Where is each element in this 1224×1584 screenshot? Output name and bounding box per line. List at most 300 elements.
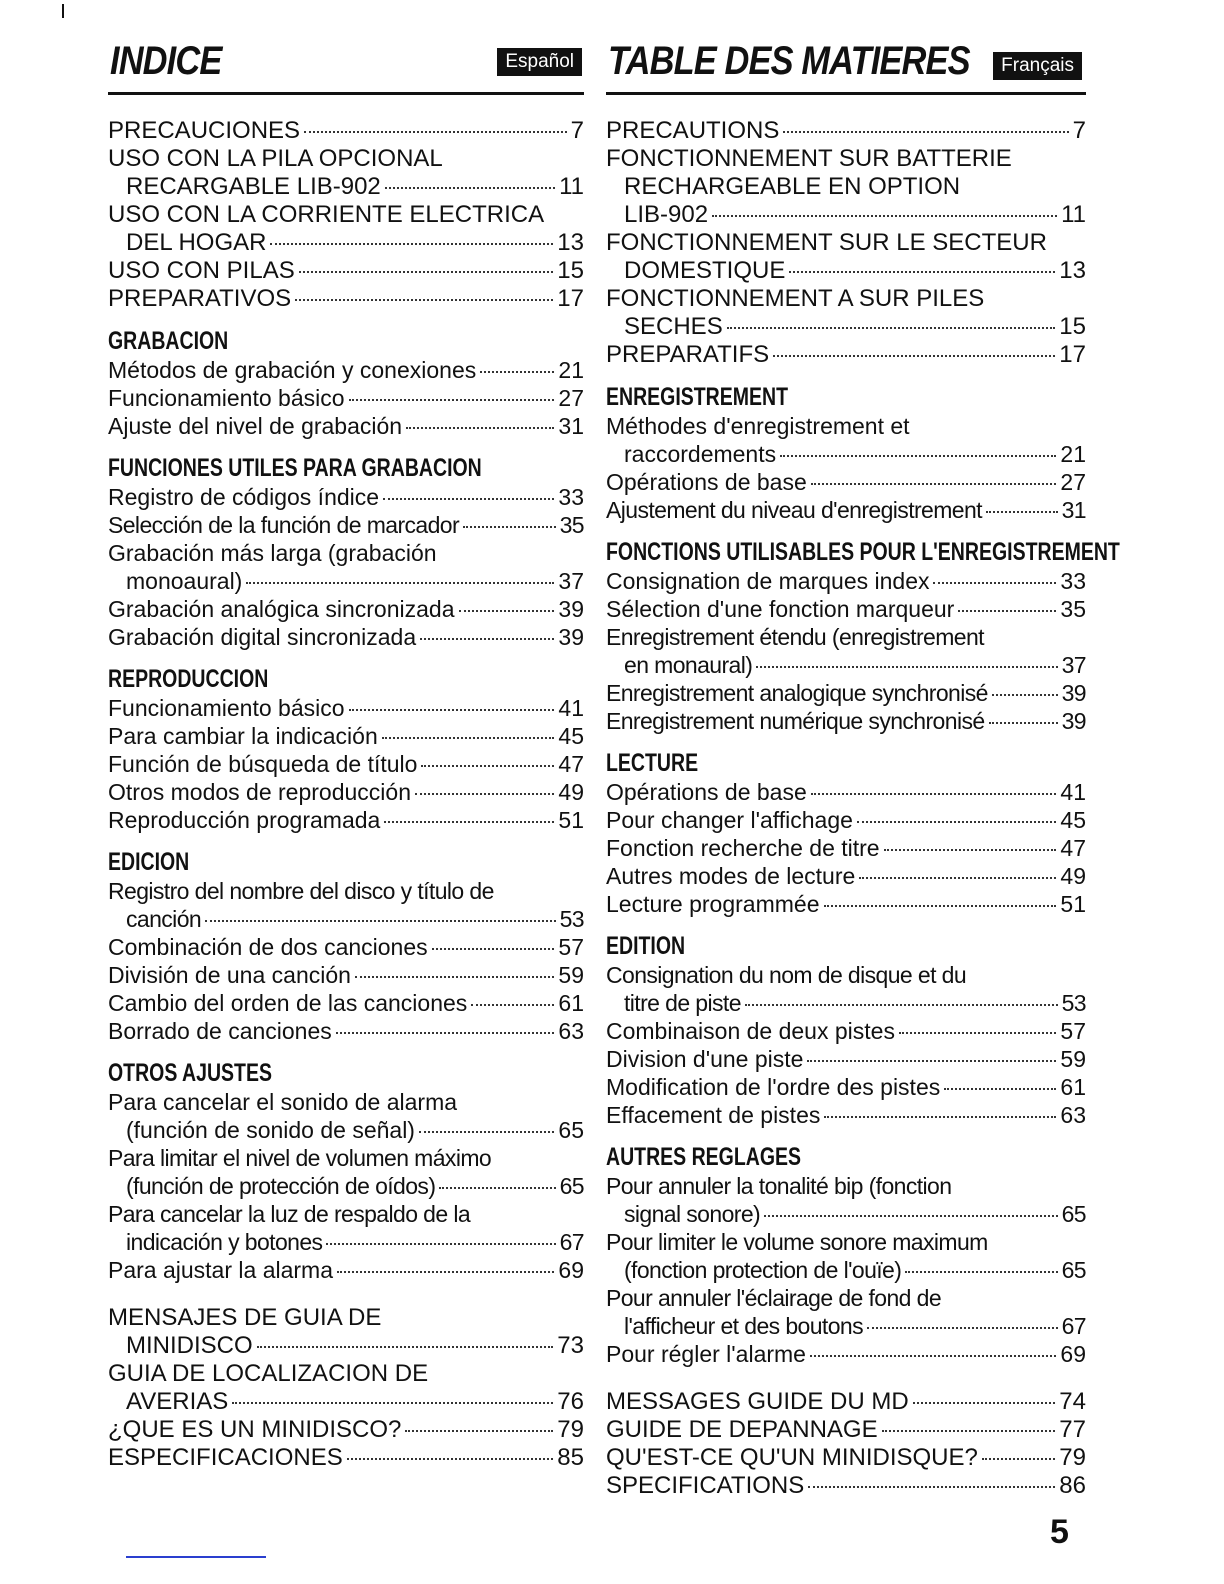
toc-entry	[108, 1144, 584, 1200]
entry-text-line: Para cancelar el sonido de alarma	[108, 1089, 458, 1115]
entry-leader-row	[606, 1045, 1086, 1073]
entry-leader-row	[108, 1416, 584, 1444]
toc-entry	[606, 623, 1086, 679]
page-reference: 51	[1060, 891, 1086, 917]
entry-text-line: MENSAJES DE GUIA DE	[108, 1304, 382, 1331]
entry-text-line: Función de búsqueda de título	[108, 751, 418, 777]
toc-entry	[606, 1017, 1086, 1045]
dot-leader	[257, 1346, 554, 1348]
entry-text-line: DEL HOGAR	[126, 229, 267, 256]
entry-leader-row	[606, 1472, 1086, 1500]
entry-text-line: (fonction protection de l'ouïe)	[624, 1257, 902, 1283]
entry-text-line: (función de protección de oídos)	[126, 1173, 436, 1199]
dot-leader	[789, 271, 1055, 273]
dot-leader	[905, 1271, 1057, 1273]
dot-leader	[432, 948, 555, 950]
page-reference: 39	[1061, 708, 1086, 734]
toc-entry	[108, 989, 584, 1017]
dot-leader	[884, 849, 1057, 851]
entry-text-line: Para cancelar la luz de respaldo de la	[108, 1201, 471, 1227]
entry-text-line: Lecture programmée	[606, 891, 820, 917]
page-reference: 37	[558, 568, 584, 594]
entry-leader-row	[108, 229, 584, 257]
entry-text-line: Selección de la función de marcador	[108, 512, 460, 538]
toc-entry	[606, 1045, 1086, 1073]
dot-leader	[992, 694, 1058, 696]
entry-text-line: raccordements	[624, 441, 777, 467]
toc-entry	[108, 1017, 584, 1045]
entry-leader-row	[606, 989, 1086, 1017]
entry-text-line: Borrado de canciones	[108, 1018, 332, 1044]
toc-section	[108, 1304, 584, 1472]
entry-text-line: Reproducción programada	[108, 807, 381, 833]
toc-entry	[606, 1073, 1086, 1101]
entry-leader-row	[108, 483, 584, 511]
entry-text-line: Para cambiar la indicación	[108, 723, 378, 749]
dot-leader	[989, 722, 1058, 724]
entry-text-line: Pour annuler la tonalité bip (fonction	[606, 1173, 952, 1199]
entry-text-line: Opérations de base	[606, 469, 807, 495]
entry-leader-row	[606, 1073, 1086, 1101]
entry-text-line: RECARGABLE LIB-902	[126, 173, 381, 200]
entry-text-line: MINIDISCO	[126, 1332, 253, 1359]
toc-section	[108, 1059, 584, 1284]
entry-text-line: MESSAGES GUIDE DU MD	[606, 1388, 909, 1415]
toc-entry	[606, 862, 1086, 890]
entry-leader-row	[606, 313, 1086, 341]
dot-leader	[899, 1032, 1056, 1034]
page-reference: 31	[558, 413, 584, 439]
dot-leader	[385, 187, 555, 189]
entry-text-line: Consignation de marques index	[606, 568, 930, 594]
page-reference: 59	[1060, 1046, 1086, 1072]
entry-text-line: QU'EST-CE QU'UN MINIDISQUE?	[606, 1444, 978, 1471]
entry-text-line: Combinación de dos canciones	[108, 934, 428, 960]
entry-leader-row	[606, 778, 1086, 806]
entry-text-line: Otros modos de reproducción	[108, 779, 411, 805]
entry-text-line: SPECIFICATIONS	[606, 1472, 805, 1499]
dot-leader	[824, 905, 1057, 907]
dot-leader	[811, 483, 1057, 485]
entry-leader-row	[108, 384, 584, 412]
entry-leader-row	[606, 595, 1086, 623]
page-reference: 65	[559, 1173, 584, 1199]
dot-leader	[712, 215, 1057, 217]
dot-leader	[382, 737, 555, 739]
dot-leader	[727, 327, 1056, 329]
entry-text-line: Combinaison de deux pistes	[606, 1018, 895, 1044]
entry-text-line: canción	[126, 906, 202, 932]
entry-leader-row	[606, 862, 1086, 890]
entry-text-line: Funcionamiento básico	[108, 695, 345, 721]
entry-text-line: AVERIAS	[126, 1388, 229, 1415]
entry-leader-row	[108, 567, 584, 595]
footer-rule	[126, 1556, 266, 1558]
toc-section	[108, 327, 584, 440]
toc-entry	[108, 356, 584, 384]
page-reference: 51	[558, 807, 584, 833]
toc-entry	[108, 1416, 584, 1444]
page-reference: 85	[557, 1444, 584, 1471]
entry-text-line: USO CON PILAS	[108, 257, 295, 284]
page-reference: 53	[1061, 990, 1086, 1016]
entry-text-line: Grabación más larga (grabación	[108, 540, 437, 566]
page-reference: 39	[1061, 680, 1086, 706]
page-reference: 59	[558, 962, 584, 988]
entry-text-line: Enregistrement numérique synchronisé	[606, 708, 985, 734]
section-title: FUNCIONES UTILES PARA GRABACION	[108, 454, 482, 482]
entry-leader-row	[606, 806, 1086, 834]
page-reference: 49	[1060, 863, 1086, 889]
dot-leader	[304, 131, 567, 133]
section-title: AUTRES REGLAGES	[606, 1143, 802, 1171]
entry-leader-row	[606, 651, 1086, 679]
toc-entry	[606, 1284, 1086, 1340]
entry-leader-row	[606, 1017, 1086, 1045]
toc-entry	[108, 1088, 584, 1144]
entry-leader-row	[108, 778, 584, 806]
page-reference: 67	[559, 1229, 584, 1255]
page-reference: 11	[559, 173, 584, 200]
section-title: LECTURE	[606, 749, 699, 777]
section-title: REPRODUCCION	[108, 665, 269, 693]
entry-leader-row	[606, 440, 1086, 468]
entry-text-line: FONCTIONNEMENT SUR BATTERIE	[606, 145, 1012, 172]
page-reference: 86	[1059, 1472, 1086, 1499]
spanish-index-column	[108, 36, 584, 1472]
dot-leader	[459, 610, 555, 612]
entry-leader-row	[606, 341, 1086, 369]
entry-leader-row	[606, 679, 1086, 707]
dot-leader	[808, 1486, 1055, 1488]
toc-entry	[108, 539, 584, 595]
page-reference: 79	[557, 1416, 584, 1443]
toc-entry	[606, 341, 1086, 369]
entry-text-line: signal sonore)	[624, 1201, 761, 1227]
dot-leader	[882, 1430, 1056, 1432]
entry-leader-row	[606, 1200, 1086, 1228]
entry-leader-row	[606, 890, 1086, 918]
page-reference: 33	[1060, 568, 1086, 594]
page-reference: 77	[1059, 1416, 1086, 1443]
dot-leader	[480, 371, 554, 373]
dot-leader	[780, 455, 1056, 457]
page-reference: 15	[1059, 313, 1086, 340]
toc-entry	[108, 877, 584, 933]
french-header	[606, 36, 1086, 95]
entry-text-line: (función de sonido de señal)	[126, 1117, 415, 1143]
dot-leader	[232, 1402, 553, 1404]
entry-leader-row	[606, 1101, 1086, 1129]
toc-section	[606, 117, 1086, 369]
entry-text-line: Division d'une piste	[606, 1046, 804, 1072]
page-reference: 73	[557, 1332, 584, 1359]
entry-text-line: RECHARGEABLE EN OPTION	[624, 173, 961, 200]
entry-leader-row	[606, 257, 1086, 285]
french-index-column	[606, 36, 1120, 1500]
entry-leader-row	[108, 595, 584, 623]
entry-leader-row	[108, 623, 584, 651]
entry-leader-row	[108, 905, 584, 933]
entry-leader-row	[108, 806, 584, 834]
toc-entry	[606, 595, 1086, 623]
dot-leader	[471, 1004, 554, 1006]
entry-text-line: Sélection d'une fonction marqueur	[606, 596, 955, 622]
page-reference: 21	[558, 357, 584, 383]
page-reference: 57	[558, 934, 584, 960]
entry-text-line: Ajustement du niveau d'enregistrement	[606, 497, 982, 523]
toc-section	[606, 538, 1120, 735]
entry-leader-row	[606, 834, 1086, 862]
dot-leader	[859, 877, 1056, 879]
toc-entry	[606, 285, 1086, 341]
toc-entry	[606, 890, 1086, 918]
toc-entry	[108, 145, 584, 201]
page-reference: 11	[1061, 201, 1086, 228]
page-reference: 45	[1060, 807, 1086, 833]
entry-text-line: PRECAUCIONES	[108, 117, 301, 144]
dot-leader	[299, 271, 554, 273]
entry-leader-row	[606, 1340, 1086, 1368]
toc-entry	[606, 567, 1086, 595]
entry-text-line: ESPECIFICACIONES	[108, 1444, 343, 1471]
toc-entry	[606, 468, 1086, 496]
dot-leader	[933, 582, 1056, 584]
entry-text-line: GUIA DE LOCALIZACION DE	[108, 1360, 429, 1387]
toc-entry	[606, 834, 1086, 862]
entry-leader-row	[606, 567, 1086, 595]
entry-leader-row	[108, 1172, 584, 1200]
entry-leader-row	[108, 356, 584, 384]
entry-text-line: ¿QUE ES UN MINIDISCO?	[108, 1416, 402, 1443]
toc-section	[606, 1388, 1086, 1500]
page-reference: 47	[1060, 835, 1086, 861]
entry-leader-row	[606, 201, 1086, 229]
toc-entry	[108, 623, 584, 651]
entry-leader-row	[108, 989, 584, 1017]
page-reference: 15	[557, 257, 584, 284]
entry-leader-row	[606, 117, 1086, 145]
entry-leader-row	[606, 1256, 1086, 1284]
dot-leader	[349, 709, 555, 711]
dot-leader	[745, 1004, 1058, 1006]
toc-entry	[606, 961, 1086, 1017]
page-reference: 39	[558, 596, 584, 622]
toc-section	[108, 454, 584, 651]
entry-text-line: LIB-902	[624, 201, 709, 228]
dot-leader	[205, 920, 556, 922]
entry-leader-row	[108, 511, 584, 539]
dot-leader	[764, 1215, 1058, 1217]
entry-text-line: Grabación digital sincronizada	[108, 624, 417, 650]
entry-text-line: indicación y botones	[126, 1229, 323, 1255]
dot-leader	[857, 821, 1056, 823]
toc-entry	[606, 496, 1086, 524]
dot-leader	[415, 793, 554, 795]
toc-entry	[108, 257, 584, 285]
toc-entry	[606, 1172, 1086, 1228]
toc-section	[108, 117, 584, 313]
page-reference: 65	[1061, 1257, 1086, 1283]
language-badge-spanish: Español	[497, 48, 582, 76]
page-reference: 27	[1060, 469, 1086, 495]
entry-text-line: Enregistrement analogique synchronisé	[606, 680, 988, 706]
toc-section	[108, 848, 584, 1045]
entry-text-line: Méthodes d'enregistrement et	[606, 413, 910, 439]
page-reference: 13	[557, 229, 584, 256]
page-reference: 79	[1059, 1444, 1086, 1471]
entry-leader-row	[108, 694, 584, 722]
dot-leader	[958, 610, 1056, 612]
toc-entry	[108, 595, 584, 623]
entry-text-line: DOMESTIQUE	[624, 257, 786, 284]
entry-leader-row	[606, 1312, 1086, 1340]
entry-text-line: Modification de l'ordre des pistes	[606, 1074, 941, 1100]
dot-leader	[756, 666, 1057, 668]
dot-leader	[824, 1116, 1056, 1118]
page-reference: 27	[558, 385, 584, 411]
page-reference: 65	[1061, 1201, 1086, 1227]
page-reference: 49	[558, 779, 584, 805]
entry-leader-row	[108, 412, 584, 440]
entry-leader-row	[108, 722, 584, 750]
entry-text-line: Pour annuler l'éclairage de fond de	[606, 1285, 942, 1311]
page-reference: 61	[558, 990, 584, 1016]
toc-entry	[108, 1444, 584, 1472]
dot-leader	[347, 1458, 554, 1460]
entry-text-line: Consignation du nom de disque et du	[606, 962, 967, 988]
french-toc-body	[606, 95, 1120, 1500]
entry-leader-row	[108, 1017, 584, 1045]
toc-entry	[606, 1444, 1086, 1472]
entry-text-line: FONCTIONNEMENT SUR LE SECTEUR	[606, 229, 1047, 256]
entry-text-line: Fonction recherche de titre	[606, 835, 880, 861]
dot-leader	[439, 1187, 555, 1189]
page-reference: 35	[1060, 596, 1086, 622]
page-reference: 53	[559, 906, 584, 932]
entry-leader-row	[108, 750, 584, 778]
spanish-title: INDICE	[110, 39, 222, 83]
entry-text-line: Enregistrement étendu (enregistrement	[606, 624, 984, 650]
toc-entry	[108, 117, 584, 145]
page-reference: 7	[1072, 117, 1086, 144]
language-badge-french: Français	[993, 52, 1082, 80]
toc-entry	[606, 412, 1086, 468]
toc-entry	[606, 145, 1086, 229]
entry-text-line: Ajuste del nivel de grabación	[108, 413, 403, 439]
page-reference: 21	[1060, 441, 1086, 467]
entry-text-line: PRECAUTIONS	[606, 117, 780, 144]
toc-entry	[606, 778, 1086, 806]
page-reference: 69	[1060, 1341, 1086, 1367]
dot-leader	[913, 1402, 1056, 1404]
entry-leader-row	[108, 173, 584, 201]
entry-text-line: GUIDE DE DEPANNAGE	[606, 1416, 878, 1443]
entry-leader-row	[108, 257, 584, 285]
section-title: OTROS AJUSTES	[108, 1059, 272, 1087]
entry-leader-row	[108, 961, 584, 989]
entry-leader-row	[606, 1388, 1086, 1416]
entry-text-line: SECHES	[624, 313, 723, 340]
page-reference: 74	[1059, 1388, 1086, 1415]
entry-text-line: Autres modes de lecture	[606, 863, 856, 889]
entry-leader-row	[108, 117, 584, 145]
toc-entry	[606, 1472, 1086, 1500]
dot-leader	[337, 1271, 554, 1273]
page-reference: 35	[559, 512, 584, 538]
toc-entry	[108, 694, 584, 722]
entry-text-line: Cambio del orden de las canciones	[108, 990, 468, 1016]
spanish-header	[108, 36, 584, 95]
entry-leader-row	[606, 468, 1086, 496]
dot-leader	[406, 427, 554, 429]
dot-leader	[783, 131, 1068, 133]
dot-leader	[336, 1032, 555, 1034]
entry-text-line: titre de piste	[624, 990, 741, 1016]
toc-section	[606, 1143, 1086, 1368]
scan-mark	[62, 4, 64, 18]
toc-entry	[606, 707, 1086, 735]
toc-entry	[108, 778, 584, 806]
dot-leader	[349, 399, 555, 401]
dot-leader	[246, 582, 554, 584]
toc-entry	[108, 1200, 584, 1256]
toc-entry	[606, 806, 1086, 834]
toc-entry	[108, 201, 584, 257]
page-reference: 17	[1059, 341, 1086, 368]
entry-text-line: Pour changer l'affichage	[606, 807, 853, 833]
entry-text-line: Effacement de pistes	[606, 1102, 821, 1128]
toc-entry	[606, 1416, 1086, 1444]
entry-leader-row	[108, 1388, 584, 1416]
toc-entry	[108, 285, 584, 313]
page-reference: 17	[557, 285, 584, 312]
entry-text-line: Funcionamiento básico	[108, 385, 345, 411]
entry-leader-row	[108, 1116, 584, 1144]
toc-entry	[108, 1360, 584, 1416]
toc-entry	[108, 933, 584, 961]
toc-section	[108, 665, 584, 834]
entry-text-line: Registro del nombre del disco y título de	[108, 878, 494, 904]
dot-leader	[986, 511, 1058, 513]
dot-leader	[420, 638, 554, 640]
entry-text-line: FONCTIONNEMENT A SUR PILES	[606, 285, 985, 312]
dot-leader	[326, 1243, 555, 1245]
page-reference: 39	[558, 624, 584, 650]
toc-entry	[108, 1256, 584, 1284]
dot-leader	[463, 526, 556, 528]
dot-leader	[421, 765, 554, 767]
dot-leader	[867, 1327, 1058, 1329]
spanish-toc-body	[108, 95, 584, 1472]
entry-leader-row	[108, 1332, 584, 1360]
page-reference: 69	[558, 1257, 584, 1283]
page-reference: 37	[1061, 652, 1086, 678]
dot-leader	[810, 1355, 1056, 1357]
toc-entry	[108, 722, 584, 750]
dot-leader	[405, 1430, 553, 1432]
entry-text-line: PREPARATIVOS	[108, 285, 292, 312]
dot-leader	[944, 1088, 1056, 1090]
toc-entry	[108, 483, 584, 511]
section-title: EDICION	[108, 848, 190, 876]
entry-text-line: monoaural)	[126, 568, 243, 594]
toc-entry	[606, 679, 1086, 707]
entry-text-line: USO CON LA CORRIENTE ELECTRICA	[108, 201, 545, 228]
french-title: TABLE DES MATIERES	[608, 39, 970, 83]
page-reference: 63	[558, 1018, 584, 1044]
toc-entry	[108, 412, 584, 440]
